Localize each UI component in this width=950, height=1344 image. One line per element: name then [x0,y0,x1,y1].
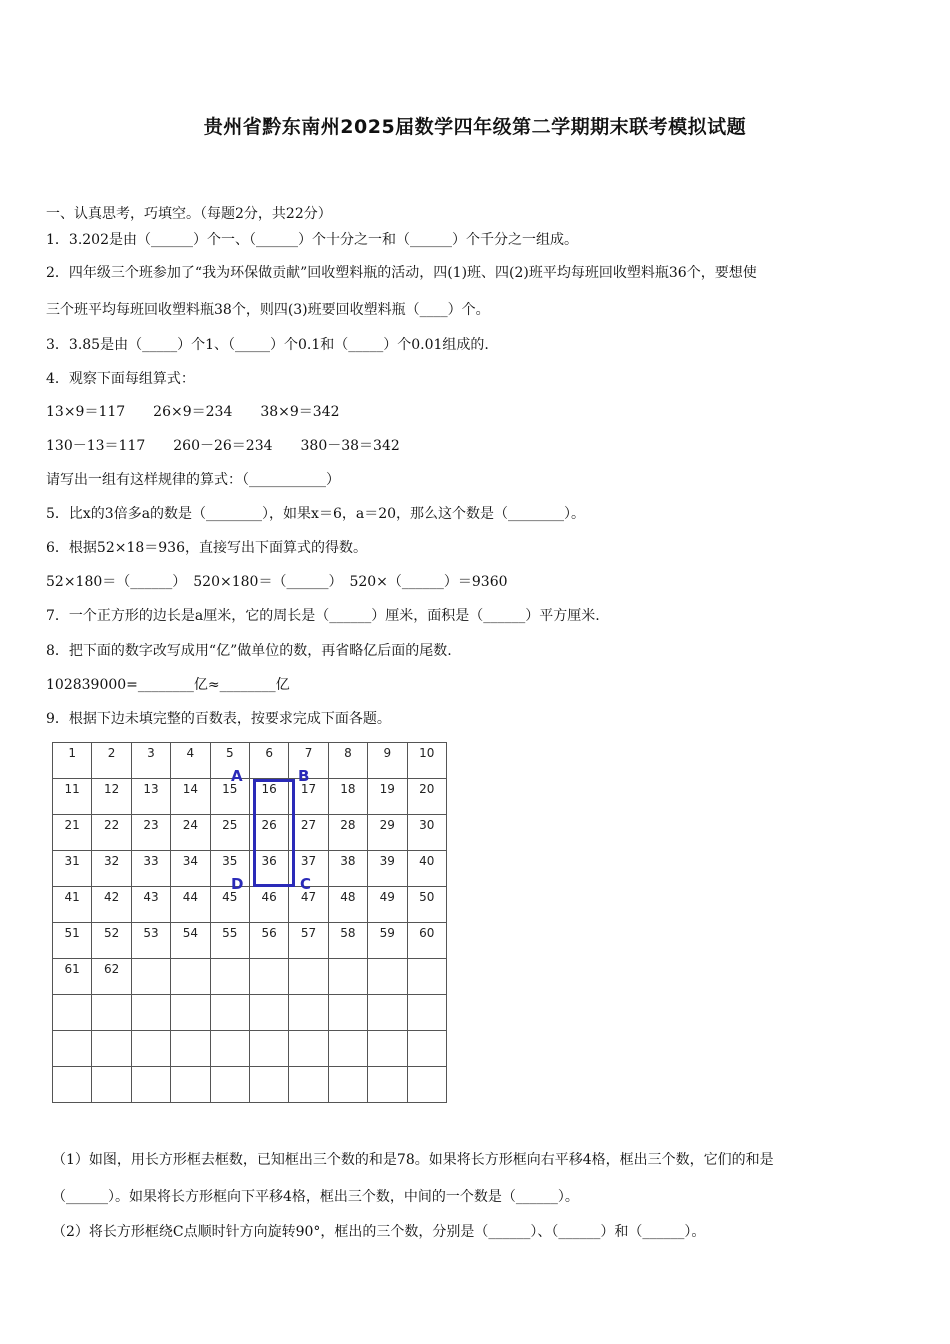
cell-number: 4 [186,746,195,760]
cell-number: 53 [143,926,159,940]
cell-number: 14 [182,782,198,796]
corner-label-c: C [300,875,312,893]
corner-label-d: D [231,875,244,893]
table-cell [328,887,367,923]
table-cell [131,887,170,923]
table-cell [407,995,446,1031]
table-cell [171,815,210,851]
table-cell [131,743,170,779]
question-4: 4．观察下面每组算式： [46,371,195,387]
table-cell [171,1067,210,1103]
table-cell [131,851,170,887]
table-cell [53,995,92,1031]
table-cell [210,959,249,995]
table-cell [92,851,131,887]
cell-number: 45 [222,890,238,904]
cell-number: 48 [340,890,356,904]
table-cell [368,1067,407,1103]
table-cell [92,1067,131,1103]
cell-number: 9 [383,746,392,760]
corner-label-b: B [298,767,310,785]
table-cell [53,887,92,923]
hundred-table [52,742,447,1103]
cell-number: 55 [222,926,238,940]
table-cell [210,851,249,887]
table-cell [328,851,367,887]
table-cell [92,1031,131,1067]
table-cell [249,1031,288,1067]
table-cell [289,1067,328,1103]
table-cell [53,779,92,815]
table-cell [131,779,170,815]
cell-number: 49 [379,890,395,904]
table-cell [92,959,131,995]
cell-number: 28 [340,818,356,832]
cell-number: 32 [103,854,120,868]
table-cell [131,1067,170,1103]
cell-number: 8 [344,746,352,760]
table-row [53,851,447,887]
table-cell [131,959,170,995]
cell-number: 35 [222,854,238,868]
table-row [53,1031,447,1067]
cell-number: 39 [379,854,395,868]
table-cell [92,743,131,779]
cell-number: 38 [340,854,356,868]
table-cell [368,851,407,887]
table-cell [210,743,249,779]
table-cell [407,815,446,851]
question-1: 1．3.202是由（______）个一、（______）个十分之一和（______）个千分之一组成。 [46,232,578,248]
table-cell [210,1067,249,1103]
table-cell [171,851,210,887]
table-cell [328,779,367,815]
table-cell [249,959,288,995]
table-row [53,815,447,851]
question-8: 8．把下面的数字改写成用“亿”做单位的数，再省略亿后面的尾数. [46,643,452,659]
table-cell [171,923,210,959]
question-8-answer: 102839000=________亿≈________亿 [46,677,290,693]
cell-number: 52 [103,926,120,940]
table-cell [131,995,170,1031]
table-cell [407,887,446,923]
table-cell [289,959,328,995]
table-cell [368,887,407,923]
table-cell [289,1031,328,1067]
cell-number: 22 [103,818,120,832]
cell-number: 40 [419,854,435,868]
table-cell [92,815,131,851]
section-heading: 一、认真思考，巧填空。（每题2分，共22分） [46,206,332,222]
cell-number: 1 [68,746,77,760]
table-cell [131,923,170,959]
cell-number: 31 [64,854,80,868]
table-cell [328,743,367,779]
table-row [53,995,447,1031]
cell-number: 33 [143,854,159,868]
cell-number: 46 [261,890,277,904]
cell-number: 18 [340,782,356,796]
cell-number: 26 [261,818,277,832]
table-cell [328,1031,367,1067]
cell-number: 24 [182,818,198,832]
table-cell [407,743,446,779]
table-cell [407,779,446,815]
table-row [53,1067,447,1103]
table-cell [407,1067,446,1103]
cell-number: 27 [300,818,317,832]
table-cell [171,887,210,923]
table-cell [249,995,288,1031]
question-7: 7．一个正方形的边长是a厘米，它的周长是（______）厘米，面积是（______）平方厘米. [46,608,600,624]
table-cell [131,1031,170,1067]
table-cell [53,851,92,887]
question-4-prompt: 请写出一组有这样规律的算式：（___________） [46,472,340,488]
question-6: 6．根据52×18＝936，直接写出下面算式的得数。 [46,540,367,556]
question-9-part-1-line-1: （1）如图，用长方形框去框数，已知框出三个数的和是78。如果将长方形框向右平移4格，框出三个数，它们的和是 [52,1152,774,1168]
cell-number: 58 [340,926,356,940]
table-cell [171,779,210,815]
table-cell [131,815,170,851]
table-cell [328,923,367,959]
table-cell [171,743,210,779]
cell-number: 47 [300,890,317,904]
cell-number: 30 [419,818,435,832]
table-cell [328,815,367,851]
table-cell [171,995,210,1031]
table-cell [53,743,92,779]
cell-number: 3 [147,746,155,760]
question-4-formulas-2: 130－13＝117 260－26＝234 380－38＝342 [46,438,400,454]
question-4-formulas-1: 13×9＝117 26×9＝234 38×9＝342 [46,404,340,420]
table-cell [328,959,367,995]
table-cell [407,959,446,995]
table-cell [92,887,131,923]
table-cell [289,923,328,959]
table-cell [368,923,407,959]
question-5: 5．比x的3倍多a的数是（________），如果x＝6，a＝20，那么这个数是（________）。 [46,506,586,522]
cell-number: 21 [64,818,80,832]
cell-number: 6 [265,746,273,760]
cell-number: 2 [107,746,116,760]
cell-number: 42 [103,890,120,904]
cell-number: 23 [143,818,159,832]
cell-number: 41 [64,890,80,904]
cell-number: 36 [261,854,277,868]
table-cell [53,815,92,851]
table-cell [328,995,367,1031]
cell-number: 60 [419,926,435,940]
cell-number: 50 [419,890,435,904]
cell-number: 29 [379,818,395,832]
cell-number: 51 [64,926,80,940]
table-cell [249,1067,288,1103]
cell-number: 37 [300,854,317,868]
table-cell [407,851,446,887]
table-cell [92,995,131,1031]
table-cell [92,923,131,959]
table-cell [210,779,249,815]
table-cell [249,743,288,779]
cell-number: 12 [103,782,120,796]
table-cell [249,887,288,923]
cell-number: 57 [300,926,317,940]
cell-number: 17 [300,782,317,796]
cell-number: 15 [222,782,238,796]
cell-number: 13 [143,782,159,796]
table-cell [210,815,249,851]
table-row [53,923,447,959]
table-cell [210,995,249,1031]
cell-number: 25 [222,818,238,832]
table-row [53,743,447,779]
table-cell [368,959,407,995]
table-cell [210,887,249,923]
cell-number: 19 [379,782,395,796]
table-cell [368,779,407,815]
question-9-part-2: （2）将长方形框绕C点顺时针方向旋转90°，框出的三个数，分别是（______）、（______）和（______）。 [52,1224,706,1240]
table-cell [171,959,210,995]
table-cell [368,995,407,1031]
cell-number: 61 [64,962,80,976]
table-cell [53,1031,92,1067]
question-9: 9．根据下边未填完整的百数表，按要求完成下面各题。 [46,711,391,727]
table-cell [92,779,131,815]
table-cell [289,995,328,1031]
cell-number: 7 [304,746,313,760]
table-cell [171,1031,210,1067]
cell-number: 10 [419,746,435,760]
question-6-formulas: 52×180＝（______） 520×180＝（______） 520×（______）＝9360 [46,574,508,590]
table-cell [407,1031,446,1067]
cell-number: 54 [182,926,198,940]
table-cell [368,743,407,779]
table-row [53,959,447,995]
table-cell [368,815,407,851]
table-cell [407,923,446,959]
cell-number: 16 [261,782,277,796]
table-cell [210,1031,249,1067]
cell-number: 34 [182,854,198,868]
table-cell [249,923,288,959]
table-cell [210,923,249,959]
table-row [53,887,447,923]
corner-label-a: A [231,767,243,785]
table-cell [53,959,92,995]
cell-number: 44 [182,890,198,904]
cell-number: 43 [143,890,159,904]
cell-number: 20 [419,782,435,796]
rectangle-frame [253,779,295,887]
table-cell [328,1067,367,1103]
cell-number: 5 [225,746,234,760]
cell-number: 56 [261,926,277,940]
question-3: 3．3.85是由（_____）个1、（_____）个0.1和（_____）个0.01组成的. [46,337,489,353]
table-cell [53,1067,92,1103]
question-2-line-1: 2．四年级三个班参加了“我为环保做贡献”回收塑料瓶的活动，四(1)班、四(2)班平均每班回收塑料瓶36个，要想使 [46,265,757,281]
table-row [53,779,447,815]
table-cell [53,923,92,959]
question-9-part-1-line-2: （______）。如果将长方形框向下平移4格，框出三个数，中间的一个数是（______）。 [52,1189,579,1205]
cell-number: 11 [64,782,80,796]
page-title: 贵州省黔东南州2025届数学四年级第二学期期末联考模拟试题 [203,116,747,138]
cell-number: 62 [103,962,120,976]
cell-number: 59 [379,926,395,940]
question-2-line-2: 三个班平均每班回收塑料瓶38个，则四(3)班要回收塑料瓶（____）个。 [46,302,490,318]
table-cell [368,1031,407,1067]
